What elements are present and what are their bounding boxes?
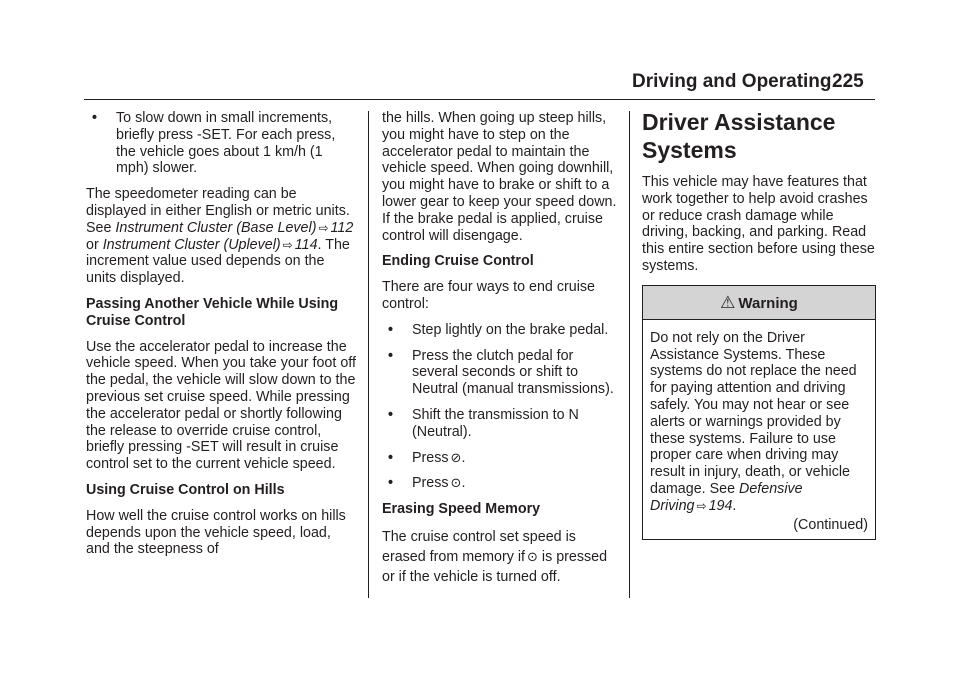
page-number: 225 — [832, 71, 864, 92]
bullet-clutch — [382, 348, 622, 398]
ending-intro: There are four ways to end cruise control: — [382, 279, 595, 312]
bullet-dot: • — [388, 449, 394, 466]
bullet-dot: • — [388, 347, 394, 364]
column-2 — [382, 110, 622, 596]
heading-erasing: Erasing Speed Memory — [382, 501, 541, 518]
column-3 — [642, 108, 876, 540]
column-1 — [86, 110, 358, 567]
bullet-dot: • — [92, 110, 98, 126]
cruise-onoff-icon: ⊙ — [450, 475, 462, 491]
bullet-text: Step lightly on the brake pedal. — [412, 321, 609, 338]
press-label: Press — [412, 475, 449, 492]
ref-page[interactable]: 194 — [708, 497, 733, 514]
section-title: Driving and Operating — [632, 71, 832, 92]
ref-arrow-icon: ⇨ — [282, 237, 293, 252]
warning-text: Do not rely on the Driver Assistance Systems. These systems do not replace the need for paying attention and driving safely. You may not hear or see alerts or warnings provided by these systems. Failure to use proper care when driving may result in injury, death, or vehicle damage. See — [650, 329, 857, 497]
bullet-dot: • — [388, 475, 394, 492]
speedometer-paragraph — [86, 186, 358, 287]
heading-passing: Passing Another Vehicle While Using Cruise Control — [86, 295, 339, 329]
ref-instrument-cluster-uplevel[interactable]: Instrument Cluster (Uplevel) — [102, 236, 281, 253]
bullet-text: Press the clutch pedal for several seconds or shift to Neutral (manual transmissions). — [412, 347, 614, 398]
bullet-dot: • — [388, 321, 394, 338]
column-divider-1 — [368, 111, 369, 598]
bullet-dot: • — [388, 406, 394, 423]
warning-icon: ⚠ — [720, 292, 736, 312]
hills-continued-paragraph: the hills. When going up steep hills, you might have to step on the accelerator pedal to maintain the vehicle speed. When going downhill, you might have to brake or shift to a lower gear to keep your speed down. If the brake pedal is applied, cruise control will disengage. — [382, 110, 617, 244]
cruise-onoff-icon: ⊙ — [527, 548, 538, 564]
continued-label: (Continued) — [793, 516, 868, 533]
period: . — [461, 475, 466, 492]
cruise-cancel-icon: ⊘ — [450, 449, 462, 465]
ref-arrow-icon: ⇨ — [696, 498, 707, 513]
ref-page[interactable]: 112 — [330, 219, 354, 236]
bullet-shift — [382, 407, 622, 441]
text: or — [86, 236, 103, 253]
hills-paragraph: How well the cruise control works on hills depends upon the vehicle speed, load, and the steepness of — [86, 507, 346, 558]
bullet-press-onoff — [382, 475, 622, 492]
bullet-brake — [382, 322, 622, 339]
heading-driver-assistance: Driver Assistance Systems — [642, 109, 836, 163]
bullet-slow-down — [86, 110, 358, 177]
heading-hills: Using Cruise Control on Hills — [86, 481, 285, 498]
period: . — [732, 497, 737, 514]
bullet-text: To slow down in small increments, briefly press -SET. For each press, the vehicle goes about 1 km/h (1 mph) slower. — [116, 110, 336, 177]
text: The speedometer reading can be displayed in either English or metric units. See — [86, 186, 350, 236]
header-rule — [84, 99, 875, 100]
passing-paragraph: Use the accelerator pedal to increase the vehicle speed. When you take your foot off the pedal, the vehicle will slow down to the previous set cruise speed. While pressing the accelerator pedal or shortly following the release to override cruise control, briefly pressing -SET will result in cruise control set to the current vehicle speed. — [86, 338, 356, 473]
ref-defensive-driving[interactable]: Defensive Driving — [650, 480, 803, 514]
text: is pressed or if the vehicle is turned off. — [382, 548, 608, 585]
warning-box — [642, 285, 876, 541]
press-label: Press — [412, 449, 449, 466]
text: . The increment value used depends on the units displayed. — [86, 236, 350, 287]
erasing-paragraph — [382, 527, 622, 587]
page-header — [0, 71, 960, 95]
bullet-text: Shift the transmission to N (Neutral). — [412, 406, 579, 440]
ref-instrument-cluster-base[interactable]: Instrument Cluster (Base Level) — [115, 219, 317, 236]
heading-ending: Ending Cruise Control — [382, 253, 534, 270]
period: . — [461, 449, 466, 466]
driver-assistance-intro: This vehicle may have features that work together to help avoid crashes or reduce crash damage while driving, backing, and parking. Read this entire section before using these systems. — [642, 174, 875, 274]
bullet-press-cancel — [382, 450, 622, 467]
warning-body — [643, 320, 875, 540]
text: The cruise control set speed is erased from memory if — [382, 528, 576, 565]
warning-title: Warning — [738, 294, 798, 312]
ref-page[interactable]: 114 — [294, 236, 318, 253]
warning-header — [643, 286, 875, 320]
column-divider-2 — [629, 111, 630, 598]
ref-arrow-icon: ⇨ — [318, 220, 329, 235]
